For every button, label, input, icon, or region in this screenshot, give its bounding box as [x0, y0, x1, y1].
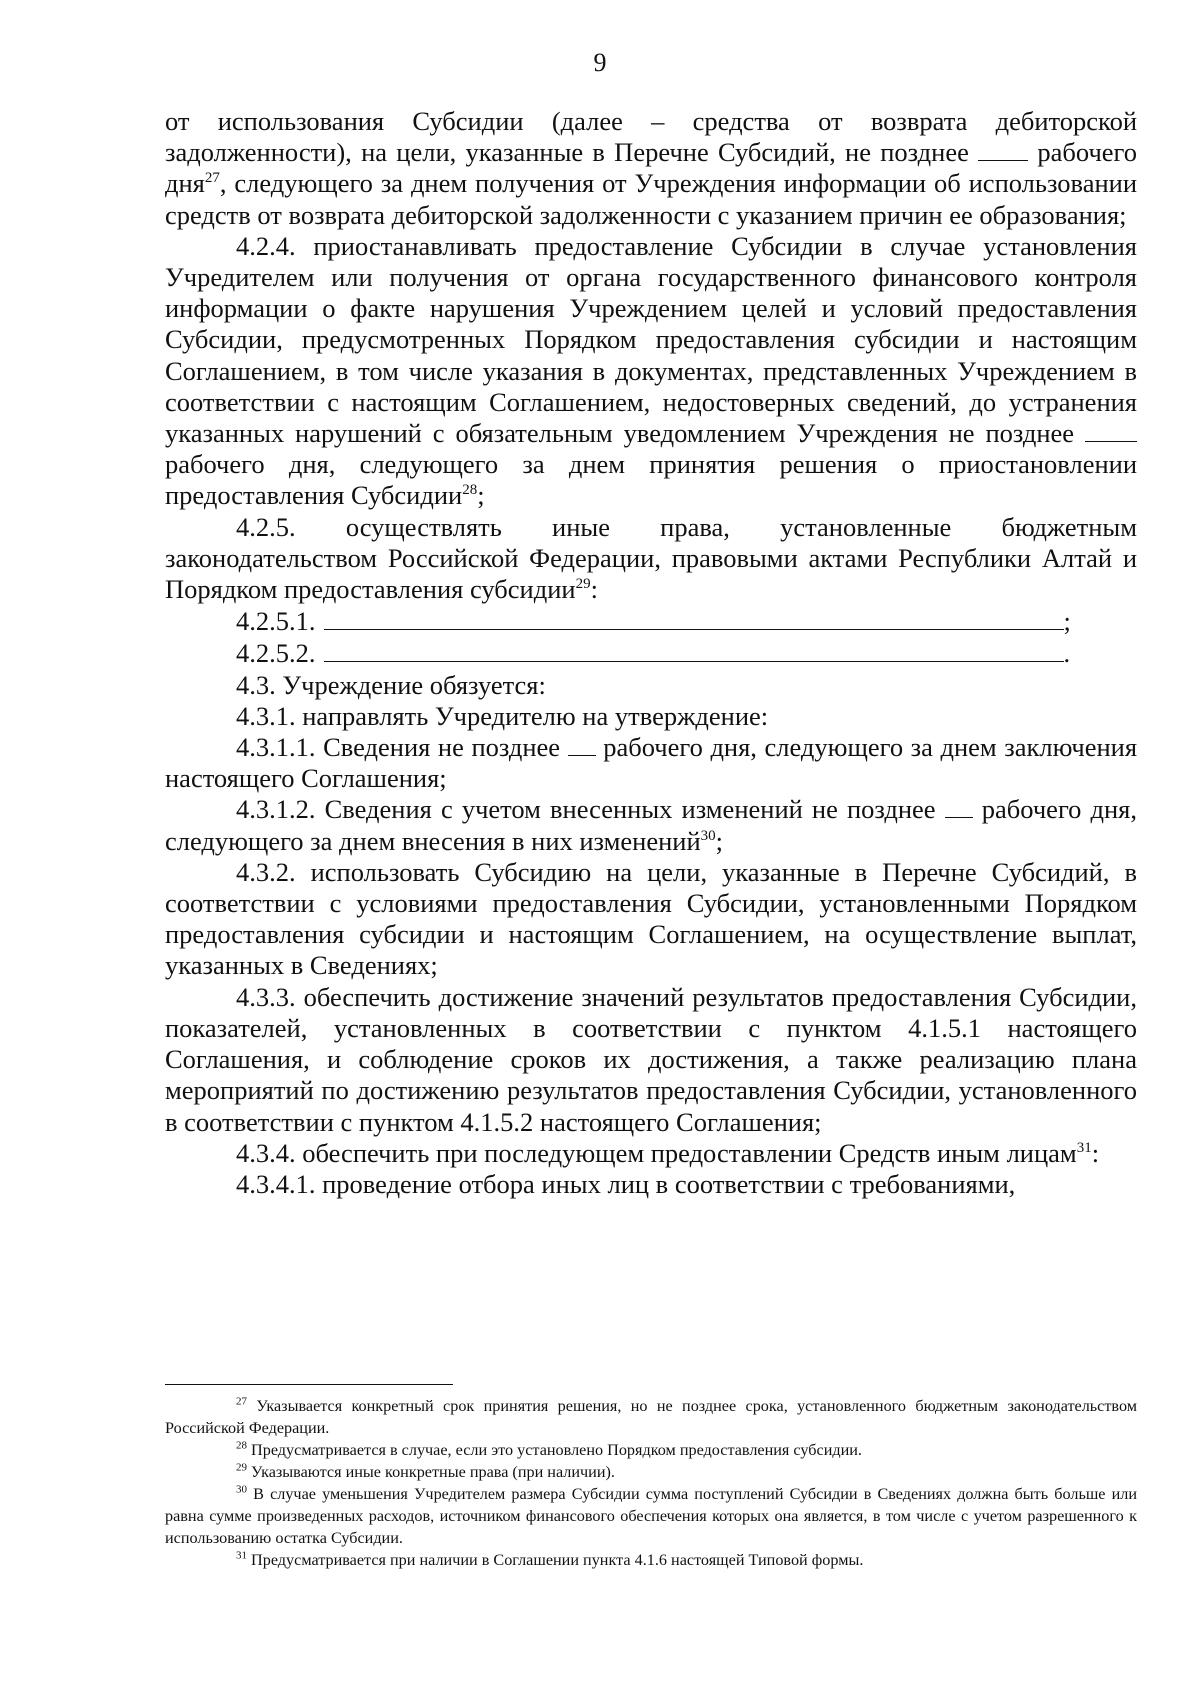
blank-field	[1085, 419, 1137, 442]
footnote: $^{30}$ В случае уменьшения Учредителем размера Субсидии сумма поступлений Субсидии в Сведениях должна быть больше или равна сумме произведенных расходов, источником финансового обеспечения которых она является, в том числе с учетом разрешенного к использованию остатка Субсидии.	[165, 1483, 1138, 1547]
blank-field	[945, 795, 973, 818]
paragraph-4-3-4-1: 4.3.4.1. проведение отбора иных лиц в соответствии с требованиями,	[236, 1168, 1016, 1199]
paragraph-4-3-2: 4.3.2. использовать Субсидию на цели, указанные в Перечне Субсидий, в соответствии с условиями предоставления Субсидии, установленными Порядком предоставления субсидии и настоящим Соглашением, на осуществление выплат, указанных в Сведениях;	[165, 856, 1137, 981]
blank-field	[568, 733, 596, 756]
footnote-ref: 30	[700, 827, 716, 844]
paragraph-4-3-1-2: 4.3.1.2. Сведения с учетом внесенных изменений не позднее рабочего дня, следующего за днем внесения в них изменений$^{30}$;	[165, 794, 1137, 856]
paragraph-continuation: от использования Субсидии (далее – средства от возврата дебиторской задолженности), на цели, указанные в Перечне Субсидий, не позднее рабочего дня$^{27}$, следующего за днем получения от Учреждения информации об использовании средств от возврата дебиторской задолженности с указанием причин ее образования;	[165, 106, 1138, 230]
footnote-separator	[165, 1384, 453, 1385]
paragraph-4-2-5-2: 4.2.5.2. .	[236, 638, 1071, 669]
page-number: 9	[593, 48, 607, 77]
footnote: $^{29}$ Указываются иные конкретные права (при наличии).	[236, 1461, 615, 1481]
paragraph-4-2-5: 4.2.5. осуществлять иные права, установленные бюджетным законодательством Российской Федерации, правовыми актами Республики Алтай и Порядком предоставления субсидии$^{29}$:	[165, 511, 1137, 605]
footnote: $^{28}$ Предусматривается в случае, если это установлено Порядком предоставления субсидии.	[236, 1439, 862, 1459]
footnote-ref: 28	[462, 482, 478, 499]
fill-line	[324, 605, 1064, 630]
paragraph-4-2-4: 4.2.4. приостанавливать предоставление Субсидии в случае установления Учредителем или получения от органа государственного финансового контроля информации о факте нарушения Учреждением целей и условий предоставления Субсидии, предусмотренных Порядком предоставления субсидии и настоящим Соглашением, в том числе указания в документах, представленных Учреждением в соответствии с настоящим Соглашением, недостоверных сведений, до устранения указанных нарушений с обязательным уведомлением Учреждения не позднее рабочего дня, следующего за днем принятия решения о приостановлении предоставления Субсидии$^{28}$;	[165, 230, 1137, 511]
footnote: $^{31}$ Предусматривается при наличии в Соглашении пункта 4.1.6 настоящей Типовой формы.	[236, 1549, 864, 1569]
footnote-ref: 29	[575, 576, 591, 593]
footnotes	[165, 1395, 1137, 1571]
paragraph-4-3: 4.3. Учреждение обязуется:	[236, 669, 546, 700]
footnote-ref: 27	[204, 170, 220, 187]
footnote: $^{27}$ Указывается конкретный срок принятия решения, но не позднее срока, установленного бюджетным законодательством Российской Федерации.	[165, 1395, 1137, 1437]
paragraph-4-3-1-1: 4.3.1.1. Сведения не позднее рабочего дня, следующего за днем заключения настоящего Соглашения;	[165, 732, 1138, 794]
paragraph-4-3-3: 4.3.3. обеспечить достижение значений результатов предоставления Субсидии, показателей, установленных в соответствии с пунктом 4.1.5.1 настоящего Соглашения, и соблюдение сроков их достижения, а также реализацию плана мероприятий по достижению результатов предоставления Субсидии, установленного в соответствии с пунктом 4.1.5.2 настоящего Соглашения;	[165, 981, 1137, 1137]
paragraph-4-3-4: 4.3.4. обеспечить при последующем предоставлении Средств иным лицам$^{31}$:	[236, 1137, 1100, 1168]
blank-field	[978, 138, 1028, 161]
document-body	[165, 106, 1137, 1200]
paragraph-4-3-1: 4.3.1. направлять Учредителю на утверждение:	[236, 700, 769, 731]
fill-line	[324, 637, 1064, 662]
paragraph-4-2-5-1: 4.2.5.1. ;	[236, 606, 1071, 637]
footnote-ref: 31	[1076, 1139, 1092, 1156]
